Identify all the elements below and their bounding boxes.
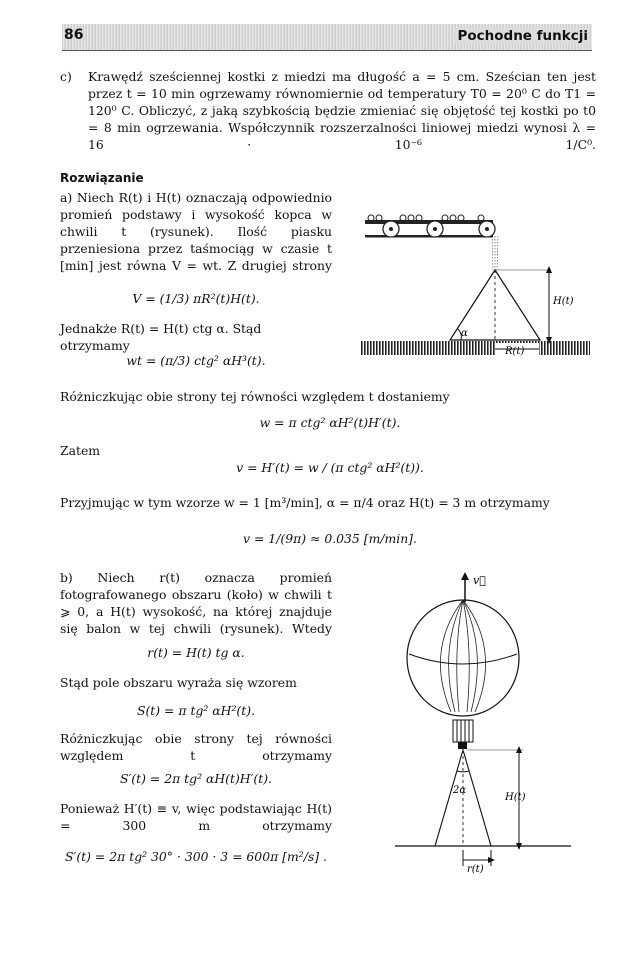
velocity-label: v⃗	[473, 574, 486, 587]
ground	[360, 341, 590, 355]
part-a-formula-1: V = (1/3) πR²(t)H(t).	[132, 291, 260, 306]
cone-radius-label: R(t)	[505, 346, 525, 357]
page-number: 86	[64, 27, 84, 43]
part-a-formula-4: v = H′(t) = w / (π ctg² αH²(t)).	[236, 460, 424, 475]
altitude-arrow-head-top	[516, 746, 522, 753]
sand-pile-figure	[355, 208, 595, 368]
ground-radius-label: r(t)	[467, 864, 484, 875]
part-b-formula-2: S(t) = π tg² αH²(t).	[136, 703, 256, 718]
balloon-equator	[409, 654, 517, 664]
part-b-text-4: Ponieważ H′(t) ≡ v, więc podstawiając H(t) = 300 m otrzymamy	[60, 801, 332, 833]
basket-slats	[457, 720, 469, 742]
part-a-intro: a) Niech R(t) i H(t) oznaczają odpowiednio promień podstawy i wysokość kopca w chwili t (rysunek). Ilość piasku przeniesiona przez taśmociąg w czasie t [min] jest równa V = wt. Z drugiej strony	[60, 190, 332, 273]
balloon-gores	[440, 600, 485, 712]
part-b-text-2: Stąd pole obszaru wyraża się wzorem	[60, 675, 297, 690]
part-b-text-3: Różniczkując obie strony tej równości względem t otrzymamy	[60, 731, 332, 763]
falling-sand	[492, 236, 498, 270]
part-a-text-3: Różniczkując obie strony tej równości względem t dostaniemy	[60, 389, 450, 404]
part-b-formula-1: r(t) = H(t) tg α.	[147, 645, 245, 660]
chapter-title: Pochodne funkcji	[457, 28, 588, 44]
velocity-arrow-head	[461, 572, 469, 580]
part-a-formula-3: w = π ctg² αH²(t)H′(t).	[259, 415, 401, 430]
part-b-formula-3: S′(t) = 2π tg² αH(t)H′(t).	[119, 771, 272, 786]
conveyor-belt-bottom	[365, 235, 493, 238]
altitude-label: H(t)	[505, 792, 526, 803]
part-c-text: Krawędź sześciennej kostki z miedzi ma długość a = 5 cm. Sześcian ten jest przez t = 10 min ogrzewamy równomiernie od temperatury T0 = 20⁰ C do T1 = 120⁰ C. Obliczyć, z jaką szybkością będzie zmieniać się objętość tej kostki po t0 = 8 min ogrzewania. Współczynnik rozszerzalności liniowej miedzi wynosi λ = 16 · 10⁻⁶ 1/C⁰.	[88, 69, 596, 152]
view-angle-label: 2α	[453, 785, 467, 796]
view-angle-arc	[457, 771, 469, 772]
part-a-formula-5: v = 1/(9π) ≈ 0.035 [m/min].	[243, 531, 417, 546]
part-b-intro: b) Niech r(t) oznacza promień fotografowanego obszaru (koło) w chwili t ⩾ 0, a H(t) wysokość, na której znajduje się balon w tej chwili (rysunek). Wtedy	[60, 570, 332, 636]
part-b-formula-4: S′(t) = 2π tg² 30° · 300 · 3 = 600π [m²/s] .	[65, 849, 327, 864]
balloon-basket	[453, 720, 473, 742]
balloon-envelope	[407, 600, 519, 716]
height-arrow-head-top	[546, 266, 552, 273]
cone-angle-label: α	[461, 328, 468, 339]
camera	[458, 742, 467, 749]
part-a-text-5: Przyjmując w tym wzorze w = 1 [m³/min], α = π/4 oraz H(t) = 3 m otrzymamy	[60, 495, 550, 510]
balloon-figure	[395, 570, 575, 880]
solution-heading: Rozwiązanie	[60, 171, 144, 185]
part-a-text-4: Zatem	[60, 443, 101, 458]
part-a-formula-2: wt = (π/3) ctg² αH³(t).	[126, 353, 266, 368]
cone-height-label: H(t)	[553, 296, 574, 307]
part-c-label: c)	[60, 69, 72, 84]
page-header	[62, 24, 592, 51]
part-a-text-2: Jednakże R(t) = H(t) ctg α. Stąd otrzymamy	[60, 321, 262, 353]
